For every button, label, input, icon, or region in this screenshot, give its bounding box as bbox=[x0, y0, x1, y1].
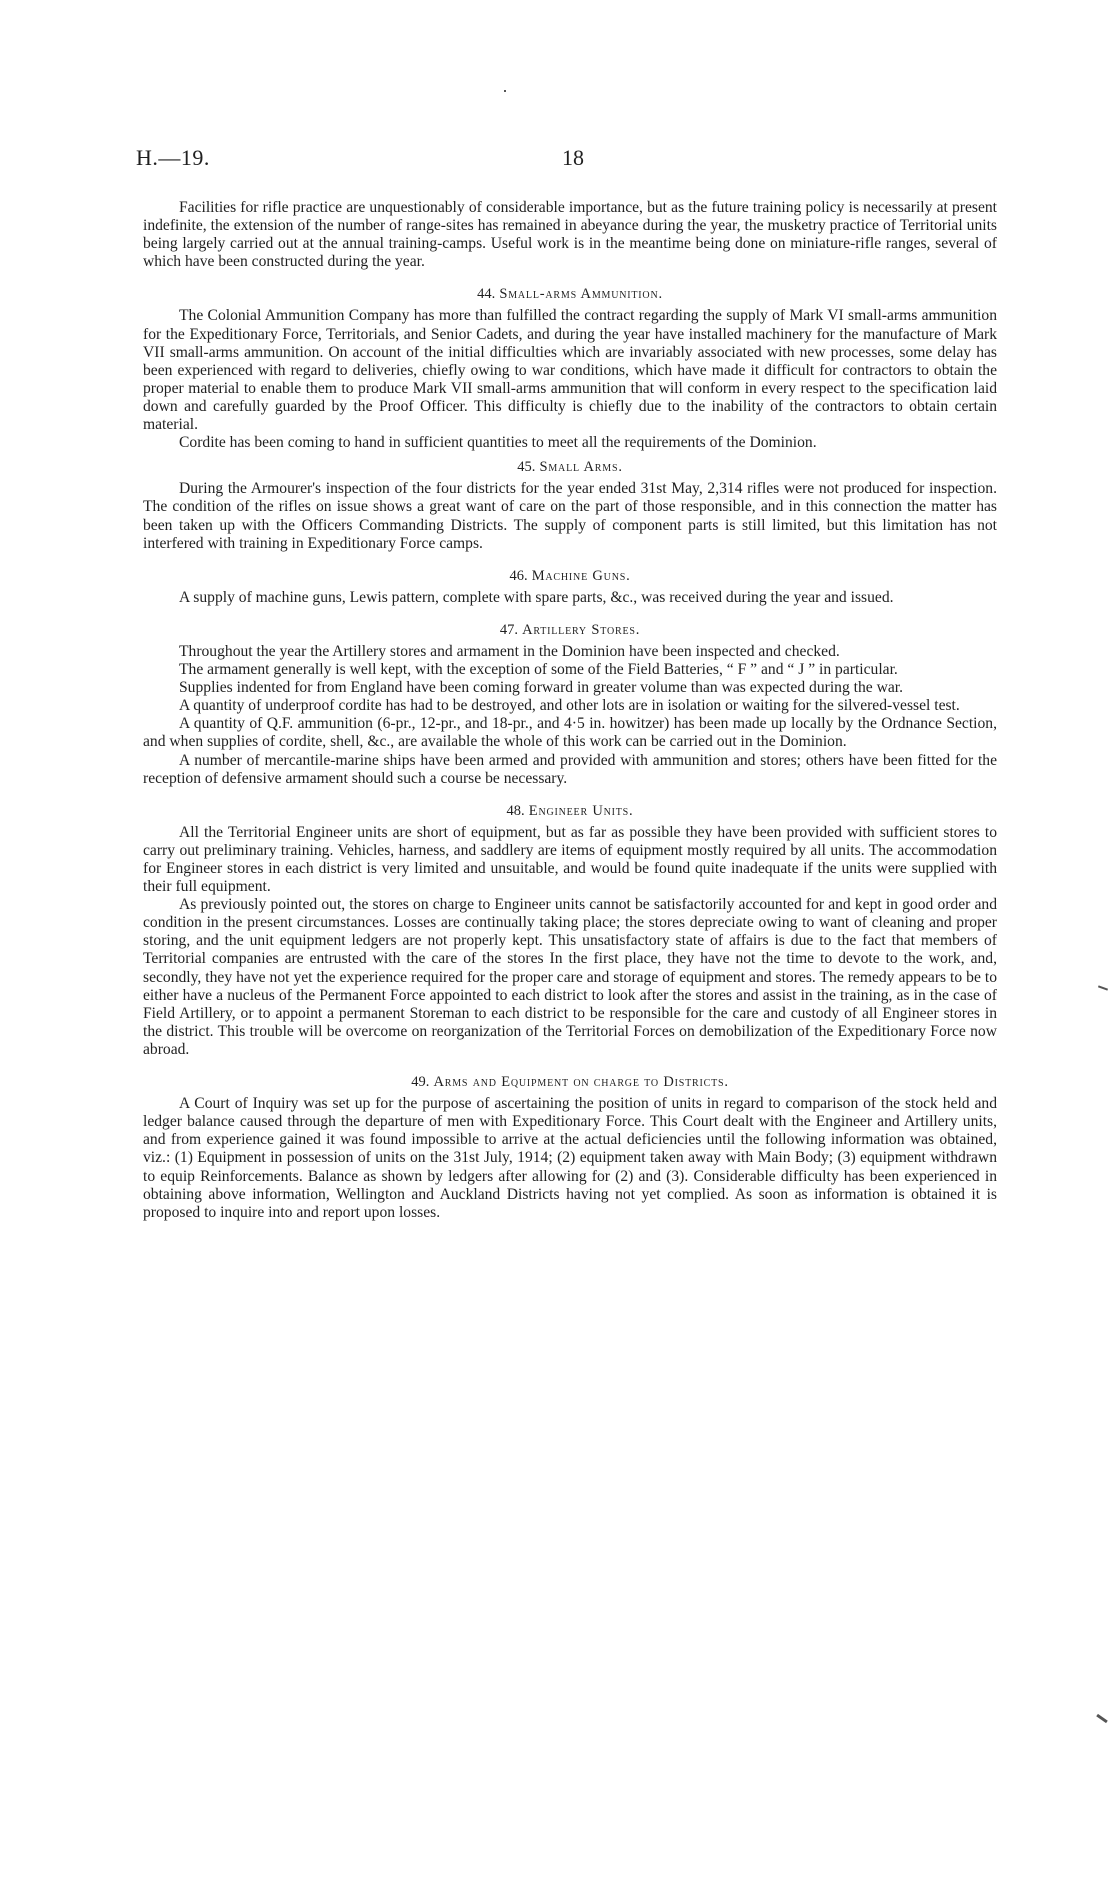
section-title: Engineer Units. bbox=[528, 802, 634, 819]
paragraph: A quantity of Q.F. ammunition (6-pr., 12-pr., and 18-pr., and 4·5 in. howitzer) has been made up locally by the Ordnance Section, and when supplies of cordite, shell, &c., are available the whole of this work can be carried out in the Dominion. bbox=[143, 715, 997, 751]
section-number: 48. bbox=[506, 802, 525, 819]
paragraph: As previously pointed out, the stores on charge to Engineer units cannot be satisfactorily accounted for and kept in good order and condition in the present circumstances. Losses are continually taking place; the stores depreciate owing to want of cleaning and proper storing, and the unit equipment ledgers are not properly kept. This unsatisfactory state of affairs is due to the fact that members of Territorial companies are entrusted with the care of the stores In the first place, they have not the time to devote to the work, and, secondly, they have not yet the experience required for the proper care and storage of equipment and stores. The remedy appears to be to either have a nucleus of the Permanent Force appointed to each district to look after the stores and assist in the training, as in the case of Field Artillery, or to appoint a permanent Storeman to each district to be responsible for the care and custody of all Engineer stores in the district. This trouble will be overcome on reorganization of the Territorial Forces on demobilization of the Expeditionary Force now abroad. bbox=[143, 896, 997, 1058]
section-heading-49 bbox=[143, 1073, 997, 1091]
page-header bbox=[136, 145, 996, 175]
scan-speck bbox=[1096, 1714, 1108, 1723]
section-title: Machine Guns. bbox=[531, 567, 631, 584]
section-heading-48 bbox=[143, 802, 997, 820]
scan-speck bbox=[504, 90, 506, 92]
section-heading-47 bbox=[143, 621, 997, 639]
page-body bbox=[143, 199, 997, 1222]
intro-paragraph: Facilities for rifle practice are unquestionably of considerable importance, but as the future training policy is necessarily at present indefinite, the extension of the number of range-sites has remained in abeyance during the year, the musketry practice of Territorial units being largely carried out at the annual training-camps. Useful work is in the meantime being done on miniature-rifle ranges, several of which have been constructed during the year. bbox=[143, 199, 997, 271]
page-number: 18 bbox=[562, 145, 584, 170]
section-number: 45. bbox=[517, 459, 536, 476]
paragraph: All the Territorial Engineer units are short of equipment, but as far as possible they have been provided with sufficient stores to carry out preliminary training. Vehicles, harness, and saddlery are items of equipment mostly required by all units. The accommodation for Engineer stores in each district is very limited and unsuitable, and would be found quite inadequate if the units were supplied with their full equipment. bbox=[143, 823, 997, 896]
paragraph: A supply of machine guns, Lewis pattern, complete with spare parts, &c., was received during the year and issued. bbox=[179, 588, 894, 606]
paragraph: During the Armourer's inspection of the four districts for the year ended 31st May, 2,314 rifles were not produced for inspection. The condition of the rifles on issue shows a great want of care on the part of those responsible, and in this connection the matter has been taken up with the Officers Commanding Districts. The supply of component parts is still limited, but this limitation has not interfered with training in Expeditionary Force camps. bbox=[143, 480, 997, 552]
section-title: Small Arms. bbox=[539, 459, 623, 476]
section-number: 46. bbox=[509, 567, 528, 584]
section-heading-46 bbox=[143, 567, 997, 585]
paragraph: The Colonial Ammunition Company has more than fulfilled the contract regarding the supply of Mark VI small-arms ammunition for the Expeditionary Force, Territorials, and Senior Cadets, and during the year have installed machinery for the manufacture of Mark VII small-arms ammunition. On account of the initial difficulties which are invariably associated with new processes, some delay has been experienced with regard to deliveries, chiefly owing to war conditions, which have made it difficult for contractors to obtain the proper material to enable them to produce Mark VII small-arms ammunition that will conform in every respect to the specification laid down and carefully guarded by the Proof Officer. This difficulty is chiefly due to the inability of the contractors to obtain certain material. bbox=[143, 307, 997, 434]
section-heading-44 bbox=[143, 285, 997, 303]
paragraph: Cordite has been coming to hand in sufficient quantities to meet all the requirements of the Dominion. bbox=[179, 434, 817, 452]
document-reference: H.—19. bbox=[136, 145, 210, 170]
scan-speck bbox=[1098, 985, 1108, 990]
section-heading-45 bbox=[143, 458, 997, 476]
section-number: 44. bbox=[477, 286, 496, 303]
paragraph: A Court of Inquiry was set up for the purpose of ascertaining the position of units in regard to comparison of the stock held and ledger balance caused through the departure of men with Expeditionary Force. This Court dealt with the Engineer and Artillery units, and from experience gained it was found impossible to arrive at the actual deficiencies until the following information was obtained, viz.: (1) Equipment in possession of units on the 31st July, 1914; (2) equipment taken away with Main Body; (3) equipment withdrawn to equip Reinforcements. Balance as shown by ledgers after allowing for (2) and (3). Considerable difficulty has been experienced in obtaining above information, Wellington and Auckland Districts having not yet complied. As soon as information is obtained it is proposed to inquire into and report upon losses. bbox=[143, 1095, 997, 1221]
paragraph: Supplies indented for from England have been coming forward in greater volume than was expected during the war. bbox=[179, 679, 904, 697]
section-number: 49. bbox=[411, 1074, 430, 1091]
paragraph: A quantity of underproof cordite has had to be destroyed, and other lots are in isolation or waiting for the silvered-vessel test. bbox=[179, 697, 960, 715]
section-title: Arms and Equipment on charge to Districts. bbox=[433, 1074, 729, 1091]
section-title: Small-arms Ammunition. bbox=[499, 286, 663, 303]
paragraph: The armament generally is well kept, with the exception of some of the Field Batteries, “ F ” and “ J ” in particular. bbox=[179, 661, 898, 679]
section-number: 47. bbox=[499, 621, 518, 638]
section-title: Artillery Stores. bbox=[522, 621, 641, 638]
paragraph: A number of mercantile-marine ships have been armed and provided with ammunition and stores; others have been fitted for the reception of defensive armament should such a course be necessary. bbox=[143, 751, 997, 787]
paragraph: Throughout the year the Artillery stores and armament in the Dominion have been inspected and checked. bbox=[179, 642, 840, 660]
